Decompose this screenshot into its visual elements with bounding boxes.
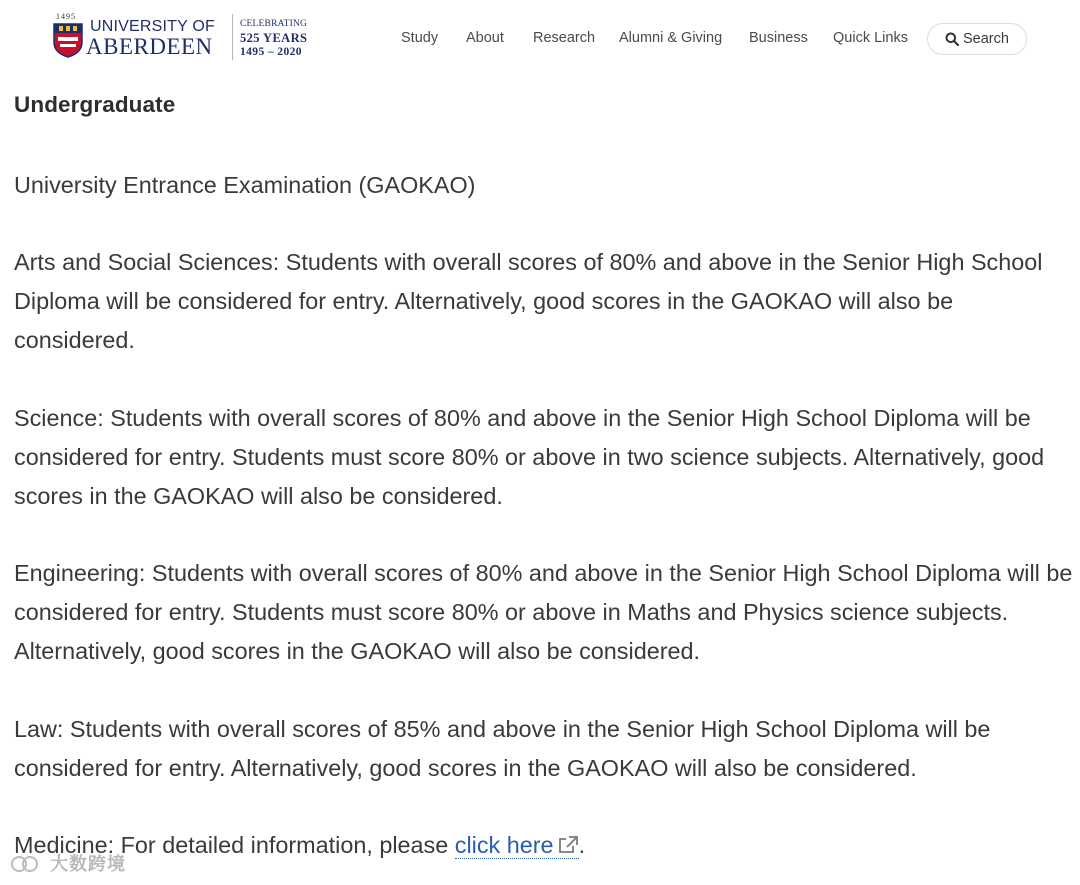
logo-name-line1: UNIVERSITY OF	[90, 18, 215, 35]
nav-business[interactable]: Business	[749, 30, 808, 46]
nav-alumni-giving[interactable]: Alumni & Giving	[619, 30, 723, 46]
law-requirements: Law: Students with overall scores of 85% and above in the Senior High School Diploma will be considered for entry. Alternatively, good scores in the GAOKAO will also be considered.	[14, 716, 991, 781]
medicine-text: Medicine: For detailed information, please	[14, 832, 455, 858]
nav-research[interactable]: Research	[533, 30, 596, 46]
external-link-icon	[557, 835, 579, 855]
site-header	[0, 0, 1080, 80]
search-icon	[945, 32, 959, 46]
search-button[interactable]	[927, 23, 1027, 55]
logo-year: 1495	[56, 12, 76, 21]
anniversary-years: 525 YEARS	[240, 31, 308, 45]
medicine-period: .	[578, 832, 586, 858]
logo-name-line2: ABERDEEN	[86, 34, 213, 59]
anniversary-range: 1495 – 2020	[240, 46, 302, 58]
medicine-requirements	[14, 826, 1074, 865]
watermark	[10, 850, 126, 876]
page-heading: Undergraduate	[14, 92, 176, 117]
watermark-logo-icon	[10, 853, 40, 875]
arts-requirements: Arts and Social Sciences: Students with overall scores of 80% and above in the Senior High School Diploma will be considered for entry. Alternatively, good scores in the GAOKAO will also be considered.	[14, 249, 1043, 353]
science-requirements: Science: Students with overall scores of 80% and above in the Senior High School Diploma will be considered for entry. Students must score 80% or above in two science subjects. Alternatively, good scores in the GAOKAO will also be considered.	[14, 405, 1045, 509]
engineering-requirements: Engineering: Students with overall scores of 80% and above in the Senior High School Diploma will be considered for entry. Students must score 80% or above in Maths and Physics science subjects. Alternatively, good scores in the GAOKAO will also be considered.	[14, 560, 1073, 664]
celebrating-label: CELEBRATING	[240, 19, 308, 29]
nav-about[interactable]: About	[466, 30, 504, 46]
click-here-label: click here	[454, 832, 554, 858]
click-here-link[interactable]	[455, 832, 579, 859]
watermark-text: 大数跨境	[50, 854, 127, 874]
search-label: Search	[963, 31, 1009, 47]
crest-icon	[52, 22, 84, 58]
nav-study[interactable]: Study	[401, 30, 439, 46]
logo-divider	[232, 14, 233, 60]
nav-quick-links[interactable]: Quick Links	[833, 30, 908, 46]
university-logo[interactable]	[52, 12, 317, 64]
exam-title: University Entrance Examination (GAOKAO)	[14, 172, 476, 198]
